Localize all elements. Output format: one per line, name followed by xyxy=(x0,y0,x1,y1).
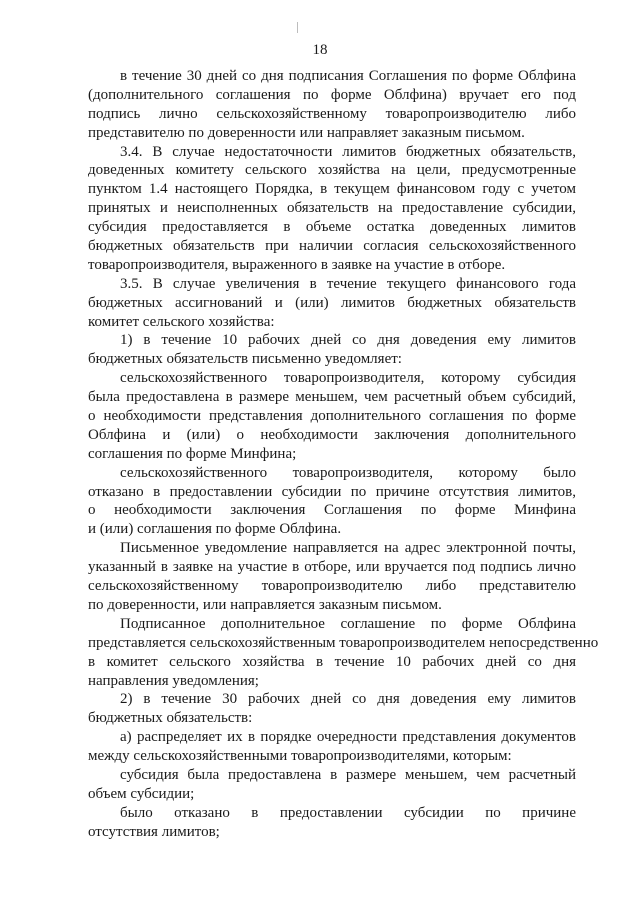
text-line: 3.5. В случае увеличения в течение текущего финансового года xyxy=(120,275,576,292)
text-line: о необходимости представления дополнительного соглашения по форме xyxy=(88,408,576,425)
scan-mark xyxy=(297,22,298,33)
text-line: бюджетных обязательств письменно уведомляет: xyxy=(88,351,402,368)
text-line: и (или) соглашения по форме Облфина. xyxy=(88,521,342,538)
text-line: сельскохозяйственного товаропроизводителя, которому было xyxy=(120,464,576,481)
text-line: бюджетных обязательств: xyxy=(88,710,253,727)
text-line: была предоставлена в размере меньшем, чем расчетный объем субсидий, xyxy=(88,389,576,406)
text-line: представителю по доверенности или направляет заказным письмом. xyxy=(88,124,525,141)
text-line: о необходимости заключения Соглашения по форме Минфина xyxy=(88,502,576,519)
text-line: подпись лично сельскохозяйственному товаропроизводителю либо xyxy=(88,105,576,122)
text-line: товаропроизводителя, выраженного в заявке на участие в отборе. xyxy=(88,256,506,273)
text-line: принятых и неисполненных обязательств на предоставление субсидии, xyxy=(88,200,576,217)
text-line: Подписанное дополнительное соглашение по форме Облфина xyxy=(120,615,576,632)
text-line: было отказано в предоставлении субсидии по причине xyxy=(120,804,576,821)
text-line: 3.4. В случае недостаточности лимитов бюджетных обязательств, xyxy=(120,143,576,160)
text-line: объем субсидии; xyxy=(88,785,195,802)
text-line: субсидия была предоставлена в размере меньшем, чем расчетный xyxy=(120,766,576,783)
text-line: доведенных комитету сельского хозяйства на цели, предусмотренные xyxy=(88,162,576,179)
text-line: сельскохозяйственного товаропроизводителя, которому субсидия xyxy=(120,370,576,387)
text-line: отказано в предоставлении субсидии по причине отсутствия лимитов, xyxy=(88,483,576,500)
text-line: представляется сельскохозяйственным товаропроизводителем непосредственно xyxy=(88,634,599,651)
text-line: субсидия предоставляется в объеме остатка доведенных лимитов xyxy=(88,219,576,236)
text-line: пунктом 1.4 настоящего Порядка, в текущем финансовом году с учетом xyxy=(88,181,576,198)
text-line: по доверенности, или направляется заказным письмом. xyxy=(88,596,442,613)
text-line: указанный в заявке на участие в отборе, или вручается под подпись лично xyxy=(88,559,576,576)
text-line: между сельскохозяйственными товаропроизводителями, которым: xyxy=(88,748,512,765)
text-line: 2) в течение 30 рабочих дней со дня доведения ему лимитов xyxy=(120,691,576,708)
document-body xyxy=(88,67,599,842)
text-line: а) распределяет их в порядке очередности представления документов xyxy=(120,729,576,746)
text-line: направления уведомления; xyxy=(88,672,259,689)
text-line: соглашения по форме Минфина; xyxy=(88,445,297,462)
text-line: 1) в течение 10 рабочих дней со дня доведения ему лимитов xyxy=(120,332,576,349)
text-line: Письменное уведомление направляется на адрес электронной почты, xyxy=(120,540,576,557)
text-line: (дополнительного соглашения по форме Облфина) вручает его под xyxy=(88,86,576,103)
text-line: в комитет сельского хозяйства в течение 10 рабочих дней со дня xyxy=(88,653,576,670)
text-line: сельскохозяйственному товаропроизводителю либо представителю xyxy=(88,578,576,595)
text-line: отсутствия лимитов; xyxy=(88,823,220,840)
text-line: бюджетных ассигнований и (или) лимитов бюджетных обязательств xyxy=(88,294,576,311)
text-line: в течение 30 дней со дня подписания Соглашения по форме Облфина xyxy=(120,68,576,84)
text-line: бюджетных обязательств при наличии согласия сельскохозяйственного xyxy=(88,238,576,255)
page-number: 18 xyxy=(312,42,328,58)
text-line: Облфина и (или) о необходимости заключения дополнительного xyxy=(88,426,576,443)
text-line: комитет сельского хозяйства: xyxy=(88,313,275,330)
